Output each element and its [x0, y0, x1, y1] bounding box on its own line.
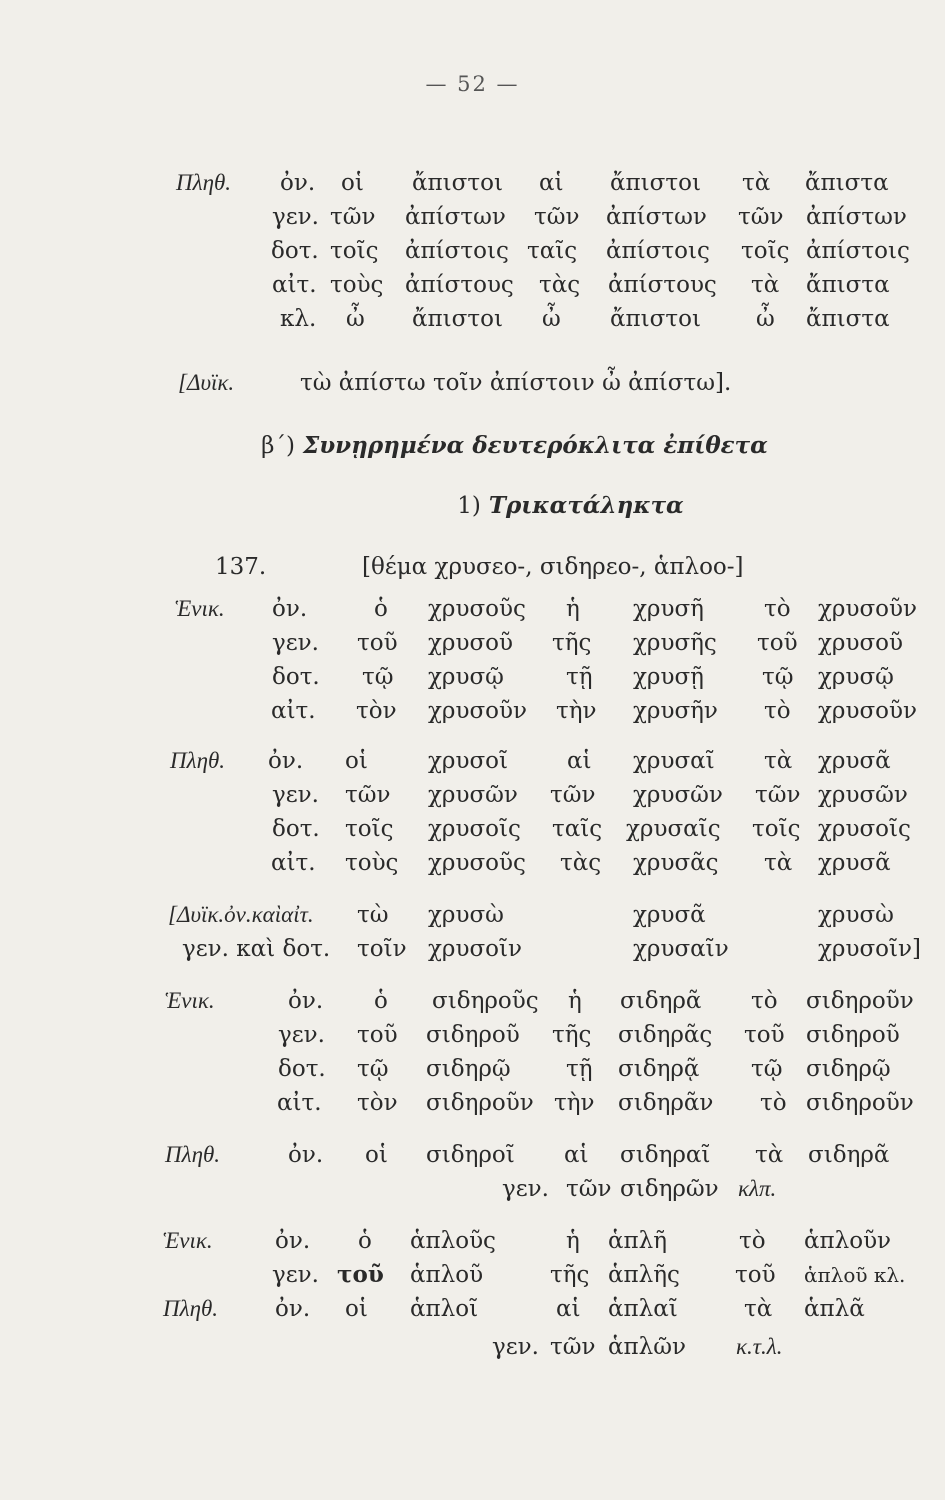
article: οἱ: [365, 1142, 388, 1168]
table-row: [0, 898, 945, 932]
word-form: ἁπλοῦ κλ.: [804, 1263, 906, 1287]
paragraph-line: [0, 550, 945, 584]
article: τῶν: [330, 204, 376, 230]
case-label: δοτ.: [272, 816, 320, 842]
article: τοῖν: [357, 936, 407, 962]
number-label: Ἑνικ.: [163, 1228, 213, 1253]
table-row: [0, 1086, 945, 1120]
case-label: ὀν.: [288, 988, 324, 1014]
case-label: αἰτ.: [277, 1090, 322, 1116]
number-label: Πληθ.: [163, 1296, 219, 1321]
word-form: χρυσοῖς: [428, 816, 521, 842]
word-form: ἄπιστοι: [412, 170, 503, 196]
article: τὴν: [554, 1090, 595, 1116]
article: τὰ: [755, 1142, 784, 1168]
word-form: σιδηρῶν: [620, 1176, 719, 1202]
article: τὸ: [764, 596, 791, 622]
article: τῆς: [552, 630, 592, 656]
table-row: [0, 744, 945, 778]
word-form: ἁπλοῦν: [804, 1228, 892, 1254]
table-row: [0, 1018, 945, 1052]
article: τὰς: [560, 850, 602, 876]
article: οἱ: [345, 1296, 368, 1322]
word-form: ἁπλῶν: [608, 1334, 686, 1360]
word-form: ἀπίστοις: [606, 238, 710, 264]
word-form: ἁπλᾶ: [804, 1296, 865, 1322]
article: τῶν: [550, 782, 596, 808]
article: ὦ: [346, 306, 365, 332]
article: τὰ: [751, 272, 780, 298]
article: ὁ: [374, 596, 388, 622]
number-label: Ἑνικ.: [165, 988, 215, 1013]
article: τοὺς: [345, 850, 399, 876]
word-form: σιδηροῦ: [806, 1022, 900, 1048]
article: ὁ: [374, 988, 388, 1014]
word-form: ἁπλῆ: [608, 1228, 668, 1254]
article: ἡ: [566, 596, 580, 622]
word-form: ἄπιστα: [806, 272, 890, 298]
word-form: ἄπιστοι: [412, 306, 503, 332]
word-form: σιδηρᾶν: [618, 1090, 714, 1116]
word-form: χρυσᾶ: [633, 902, 706, 928]
article: αἱ: [567, 748, 592, 774]
article: ταῖς: [527, 238, 578, 264]
subsection-heading: [98, 492, 945, 519]
word-form: χρυσοῦ: [428, 630, 513, 656]
case-label: ὀν.: [275, 1228, 311, 1254]
word-form: ἄπιστα: [805, 170, 889, 196]
word-form: χρυσὼ: [428, 902, 504, 928]
number-label: Πληθ.: [176, 170, 232, 195]
word-form: σιδηροῦν: [426, 1090, 534, 1116]
word-form: ἀπίστων: [405, 204, 506, 230]
word-form: χρυσοῦς: [428, 850, 526, 876]
word-form: ἄπιστα: [806, 306, 890, 332]
article: τὴν: [556, 698, 597, 724]
case-label: αἰτ.: [271, 698, 316, 724]
article: τῶν: [550, 1334, 596, 1360]
word-form: χρυσῶν: [818, 782, 908, 808]
article: τῆς: [552, 1022, 592, 1048]
paragraph-number: 137.: [215, 554, 267, 580]
article: τοῖς: [330, 238, 379, 264]
table-row: [0, 302, 945, 336]
article: τῷ: [762, 664, 794, 690]
table-row: [0, 778, 945, 812]
article: τοῦ: [735, 1262, 776, 1288]
word-form: χρυσᾶ: [818, 748, 891, 774]
article: τὸ: [739, 1228, 766, 1254]
subsection-title: Τρικατάληκτα: [488, 492, 684, 519]
word-form: ἀπίστοις: [806, 238, 910, 264]
stem-note: [θέμα χρυσεο-, σιδηρεο-, ἁπλοο-]: [362, 554, 744, 580]
case-label: δοτ.: [271, 238, 319, 264]
word-form: χρυσαῖ: [633, 748, 715, 774]
article: τῶν: [566, 1176, 612, 1202]
word-form: χρυσῷ: [818, 664, 894, 690]
article: τοῖς: [345, 816, 394, 842]
article: τῇ: [566, 664, 593, 690]
article: τοὺς: [330, 272, 384, 298]
article: τῇ: [566, 1056, 593, 1082]
article: τοῦ: [357, 1022, 398, 1048]
article: τὸν: [357, 1090, 398, 1116]
section-prefix: β΄): [261, 433, 295, 459]
article: τὸ: [764, 698, 791, 724]
number-label: Πληθ.: [165, 1142, 221, 1167]
article: ὦ: [756, 306, 775, 332]
table-row: [0, 166, 945, 200]
word-form: ἁπλῆς: [608, 1262, 680, 1288]
article: τῆς: [550, 1262, 590, 1288]
article: τὸ: [760, 1090, 787, 1116]
word-form: σιδηρᾶ: [620, 988, 702, 1014]
dual-case-label: γεν. καὶ δοτ.: [182, 936, 331, 962]
article: τῶν: [345, 782, 391, 808]
word-form: χρυσῶν: [428, 782, 518, 808]
table-row: [0, 268, 945, 302]
article: αἱ: [564, 1142, 589, 1168]
dual-label: [Δυϊκ.: [178, 370, 235, 395]
word-form: ἁπλοῖ: [410, 1296, 479, 1322]
article: οἱ: [341, 170, 364, 196]
table-row: [0, 984, 945, 1018]
word-form: ἀπίστους: [608, 272, 717, 298]
word-form: χρυσοῦς: [428, 596, 526, 622]
subsection-prefix: 1): [457, 493, 481, 519]
article: τὰ: [742, 170, 771, 196]
table-row: [0, 1138, 945, 1172]
article: τὰς: [539, 272, 581, 298]
article: τῷ: [357, 1056, 389, 1082]
table-row: [0, 932, 945, 966]
word-form: χρυσοῦν: [818, 596, 917, 622]
word-form: σιδηρῷ: [426, 1056, 511, 1082]
case-label: γεν.: [502, 1176, 549, 1202]
word-form: ἄπιστοι: [610, 306, 701, 332]
article: ὁ: [358, 1228, 372, 1254]
word-form: χρυσὼ: [818, 902, 894, 928]
article: τῶν: [738, 204, 784, 230]
table-row: [0, 200, 945, 234]
article: τὸν: [356, 698, 397, 724]
word-form: σιδηροῦ: [426, 1022, 520, 1048]
table-row: [0, 1052, 945, 1086]
case-label: ὀν.: [268, 748, 304, 774]
article: οἱ: [345, 748, 368, 774]
table-row: [0, 1224, 945, 1258]
article: ἡ: [566, 1228, 580, 1254]
article: ἡ: [568, 988, 582, 1014]
article: τοῦ: [357, 630, 398, 656]
article: τῶν: [755, 782, 801, 808]
word-form: χρυσοῦν: [428, 698, 527, 724]
word-form: χρυσοῦν: [818, 698, 917, 724]
article: αἱ: [556, 1296, 581, 1322]
word-form: χρυσῶν: [633, 782, 723, 808]
dual-forms: τὼ ἀπίστω τοῖν ἀπίστοιν ὦ ἀπίστω].: [300, 370, 732, 396]
case-label: αἰτ.: [272, 272, 317, 298]
table-row: [0, 812, 945, 846]
article: τὰ: [764, 748, 793, 774]
word-form: ἀπίστοις: [405, 238, 509, 264]
case-label: γεν.: [278, 1022, 325, 1048]
article: ὦ: [542, 306, 561, 332]
case-label: δοτ.: [272, 664, 320, 690]
word-form: ἀπίστους: [405, 272, 514, 298]
word-form: σιδηροῦν: [806, 988, 914, 1014]
article: αἱ: [539, 170, 564, 196]
word-form: χρυσῷ: [428, 664, 504, 690]
word-form: σιδηρᾶ: [808, 1142, 890, 1168]
word-form: χρυσοῖς: [818, 816, 911, 842]
word-form: χρυσαῖν: [633, 936, 729, 962]
number-label: Ἑνικ.: [175, 596, 225, 621]
word-form: σιδηραῖ: [620, 1142, 711, 1168]
word-form: σιδηροῖ: [426, 1142, 515, 1168]
table-row: [0, 660, 945, 694]
word-form: χρυσῆν: [633, 698, 718, 724]
number-label: Πληθ.: [170, 748, 226, 773]
abbreviation: κλπ.: [738, 1176, 777, 1201]
case-label: δοτ.: [278, 1056, 326, 1082]
word-form: χρυσοῖ: [428, 748, 509, 774]
word-form: χρυσῆς: [633, 630, 717, 656]
word-form: χρυσοῦ: [818, 630, 903, 656]
case-label: ὀν.: [275, 1296, 311, 1322]
word-form: χρυσοῖν]: [818, 936, 921, 962]
table-row: [0, 1258, 945, 1292]
word-form: σιδηρῷ: [806, 1056, 891, 1082]
word-form: σιδηροῦς: [432, 988, 539, 1014]
case-label: γεν.: [272, 204, 319, 230]
table-row: [0, 1172, 945, 1206]
abbreviation: κ.τ.λ.: [736, 1334, 783, 1359]
article: τὼ: [357, 902, 389, 928]
case-label: γεν.: [272, 782, 319, 808]
word-form: χρυσᾶ: [818, 850, 891, 876]
article: τοῦ: [337, 1261, 384, 1288]
table-row: [0, 694, 945, 728]
case-label: γεν.: [272, 1262, 319, 1288]
case-label: ὀν.: [272, 596, 308, 622]
dual-line: [0, 366, 945, 400]
word-form: σιδηροῦν: [806, 1090, 914, 1116]
case-label: ὀν.: [280, 170, 316, 196]
word-form: σιδηρᾷ: [618, 1056, 700, 1082]
case-label: αἰτ.: [271, 850, 316, 876]
word-form: ἁπλοῦς: [410, 1228, 496, 1254]
word-form: ἀπίστων: [806, 204, 907, 230]
table-row: [0, 846, 945, 880]
article: τῶν: [534, 204, 580, 230]
page-number: — 52 —: [425, 72, 520, 96]
article: τῷ: [751, 1056, 783, 1082]
word-form: χρυσῇ: [633, 664, 704, 690]
word-form: χρυσᾶς: [633, 850, 719, 876]
section-heading: [42, 432, 945, 459]
article: τῷ: [362, 664, 394, 690]
table-row: [0, 234, 945, 268]
word-form: σιδηρᾶς: [618, 1022, 713, 1048]
article: τὰ: [764, 850, 793, 876]
word-form: ἁπλαῖ: [608, 1296, 678, 1322]
section-title: Συνῃρημένα δευτερόκλιτα ἐπίθετα: [302, 432, 768, 459]
article: ταῖς: [552, 816, 603, 842]
article: τὸ: [751, 988, 778, 1014]
word-form: ἀπίστων: [606, 204, 707, 230]
word-form: χρυσοῖν: [428, 936, 522, 962]
word-form: χρυσαῖς: [626, 816, 721, 842]
table-row: [0, 626, 945, 660]
article: τοῖς: [741, 238, 790, 264]
table-row: [0, 1292, 945, 1326]
table-row: [0, 592, 945, 626]
word-form: χρυσῆ: [633, 596, 704, 622]
table-row: [0, 1330, 945, 1364]
article: τοῦ: [744, 1022, 785, 1048]
article: τοῦ: [757, 630, 798, 656]
case-label: κλ.: [280, 306, 317, 332]
case-label: γεν.: [272, 630, 319, 656]
word-form: ἁπλοῦ: [410, 1262, 484, 1288]
word-form: ἄπιστοι: [610, 170, 701, 196]
case-label: ὀν.: [288, 1142, 324, 1168]
case-label: γεν.: [492, 1334, 539, 1360]
article: τοῖς: [752, 816, 801, 842]
dual-case-label: [Δυϊκ.ὀν.καὶαἰτ.: [168, 902, 314, 927]
article: τὰ: [744, 1296, 773, 1322]
